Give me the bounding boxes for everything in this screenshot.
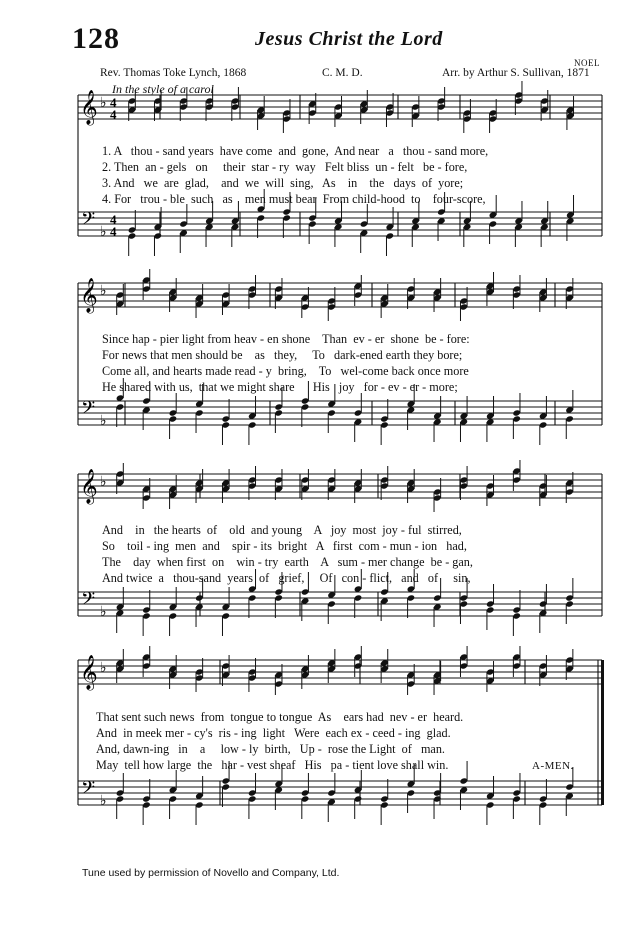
bass-clef-icon: 𝄢	[81, 209, 96, 234]
permission-footer: Tune used by permission of Novello and Company, Ltd.	[82, 867, 340, 879]
lyric-line: Since hap - pier light from heav - en shone Than ev - er shone be - fore:	[102, 332, 470, 346]
lyric-line: For news that men should be as they, To dark-ened earth they bore;	[102, 348, 463, 362]
hymn-title: Jesus Christ the Lord	[255, 28, 443, 50]
lyric-line: The day when first on win - try earth A sum - mer change be - gan,	[102, 555, 473, 569]
lyric-line: Come all, and hearts made read - y bring, To wel-come back once more	[102, 364, 469, 378]
bass-clef-icon: 𝄢	[81, 778, 96, 803]
flat-icon: ♭	[100, 224, 107, 240]
lyric-line: And twice a thou-sand years of grief, Of con - flict, and of sin,	[102, 571, 471, 585]
flat-icon: ♭	[100, 283, 107, 299]
lyric-line: That sent such news from tongue to tongue As ears had nev - er heard.	[96, 710, 464, 724]
lyric-line: 4. For trou - ble such as men must bear From child-hood to four-score,	[102, 192, 486, 206]
flat-icon: ♭	[100, 95, 107, 111]
lyric-line: And in meek mer - cy's ris - ing light Were each ex - ceed - ing glad.	[96, 726, 451, 740]
final-bar	[601, 660, 604, 805]
treble-clef-icon: 𝄞	[80, 90, 98, 125]
lyric-line: May tell how large the har - vest sheaf His pa - tient love shall win.	[96, 758, 449, 772]
time-signature-icon: 4	[110, 224, 117, 239]
treble-clef-icon: 𝄞	[80, 469, 98, 504]
flat-icon: ♭	[100, 474, 107, 490]
lyric-line: And in the hearts of old and young A joy most joy - ful stirred,	[102, 523, 462, 537]
time-signature-icon: 4	[110, 107, 117, 122]
hymn-number: 128	[72, 22, 120, 55]
time-signature-icon: 4	[110, 95, 117, 110]
lyric-line: He shared with us, that we might share His joy for - ev - er - more;	[102, 380, 458, 394]
lyric-line: 3. And we are glad, and we will sing, As in the days of yore;	[102, 176, 464, 190]
lyric-line: So toil - ing men and spir - its bright A first com - mun - ion had,	[102, 539, 467, 553]
lyric-line: And, dawn-ing in a low - ly birth, Up - rose the Light of man.	[96, 742, 445, 756]
meter: C. M. D.	[322, 67, 363, 79]
arranger-credit: Arr. by Arthur S. Sullivan, 1871	[442, 67, 590, 79]
treble-clef-icon: 𝄞	[80, 655, 98, 690]
flat-icon: ♭	[100, 413, 107, 429]
lyric-line: 1. A thou - sand years have come and gone, And near a thou - sand more,	[102, 144, 489, 158]
flat-icon: ♭	[100, 604, 107, 620]
flat-icon: ♭	[100, 793, 107, 809]
tune-name: NOEL	[574, 58, 600, 68]
treble-clef-icon: 𝄞	[80, 278, 98, 313]
amen-label: A-MEN.	[532, 760, 574, 772]
flat-icon: ♭	[100, 660, 107, 676]
time-signature-icon: 4	[110, 212, 117, 227]
lyric-line: 2. Then an - gels on their star - ry way Felt bliss un - felt be - fore,	[102, 160, 468, 174]
bass-clef-icon: 𝄢	[81, 589, 96, 614]
author-credit: Rev. Thomas Toke Lynch, 1868	[100, 67, 247, 79]
bass-clef-icon: 𝄢	[81, 398, 96, 423]
tempo-marking: In the style of a carol	[112, 82, 214, 96]
